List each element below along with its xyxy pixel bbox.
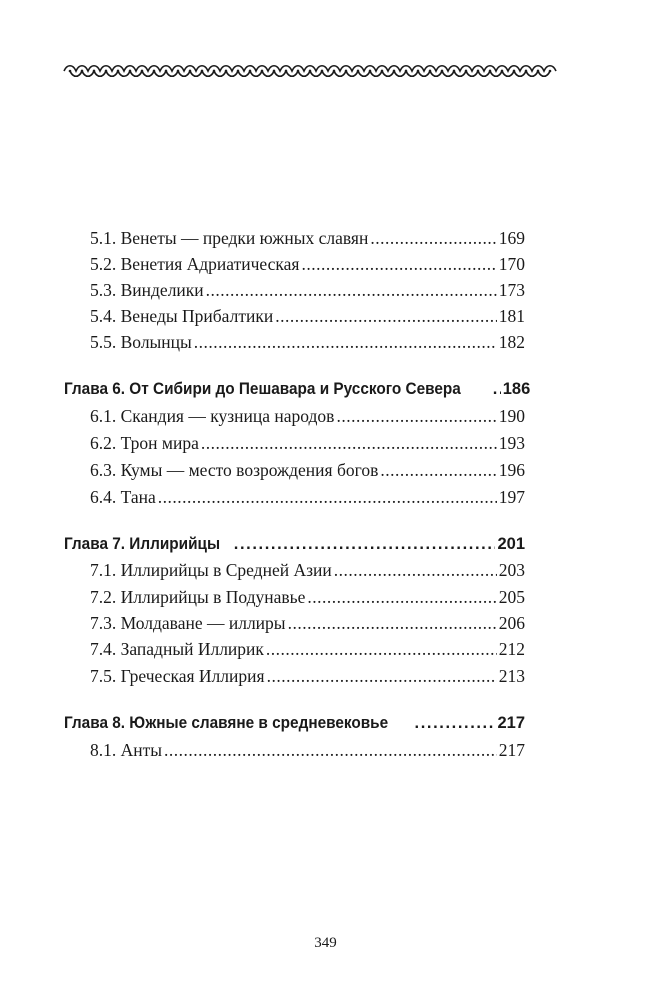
- ornament-dot: [333, 70, 336, 73]
- dot-leader: [288, 612, 497, 634]
- ornament-dot: [225, 70, 228, 73]
- toc-entry-title: 7.4. Западный Иллирик: [90, 639, 264, 659]
- ornament-dot: [357, 70, 360, 73]
- header-ornament: [62, 63, 558, 79]
- toc-entry-title: 6.1. Скандия — кузница народов: [90, 406, 335, 426]
- toc-chapter-7: [64, 533, 525, 555]
- dot-leader: [493, 378, 501, 400]
- toc-entry-5-3: [90, 279, 525, 301]
- dot-leader: [415, 712, 496, 734]
- toc-chapter-6: [64, 378, 531, 400]
- ornament-dot: [549, 70, 552, 73]
- dot-leader: [334, 559, 497, 581]
- page-number: 349: [314, 935, 337, 951]
- toc-entry-page: 212: [498, 639, 525, 659]
- ornament-dot: [261, 70, 264, 73]
- toc-entry-title: 7.1. Иллирийцы в Средней Азии: [90, 560, 332, 580]
- toc-chapter-8: [64, 712, 525, 734]
- dot-leader: [164, 739, 497, 761]
- ornament-dot: [201, 70, 204, 73]
- toc-chapter-page: 201: [497, 535, 525, 553]
- toc-entry-6-2: [90, 432, 525, 454]
- ornament-dot: [477, 70, 480, 73]
- toc-entry-page: 213: [498, 666, 525, 686]
- dot-leader: [380, 459, 496, 481]
- toc-entry-title: 7.3. Молдаване — иллиры: [90, 613, 286, 633]
- toc-entry-page: 196: [498, 460, 525, 480]
- toc-chapter-title: Глава 7. Иллирийцы: [64, 535, 221, 553]
- toc-chapter-title: Глава 8. Южные славяне в средневековье: [64, 714, 389, 732]
- ornament-dot: [105, 70, 108, 73]
- ornament-dot: [273, 70, 276, 73]
- toc-entry-7-4: [90, 638, 525, 660]
- ornament-dot: [501, 70, 504, 73]
- ornament-dot: [69, 70, 72, 73]
- ornament-dot: [297, 70, 300, 73]
- toc-entry-page: 169: [498, 228, 525, 248]
- dot-leader: [307, 586, 496, 608]
- ornament-dot: [153, 70, 156, 73]
- ornament-dot: [537, 70, 540, 73]
- dot-leader: [206, 279, 497, 301]
- toc-entry-6-3: [90, 459, 525, 481]
- toc-entry-7-3: [90, 612, 525, 634]
- ornament-dot: [189, 70, 192, 73]
- dot-leader: [336, 405, 496, 427]
- ornament-dot: [213, 70, 216, 73]
- toc-entry-7-2: [90, 586, 525, 608]
- dot-leader: [370, 227, 496, 249]
- toc-entry-page: 182: [498, 332, 525, 352]
- toc-entry-page: 181: [498, 306, 525, 326]
- ornament-dot: [489, 70, 492, 73]
- toc-chapter-title: Глава 6. От Сибири до Пешавара и Русского Севера: [64, 380, 461, 398]
- ornament-dot: [417, 70, 420, 73]
- toc-entry-page: 193: [498, 433, 525, 453]
- toc-entry-title: 6.2. Трон мира: [90, 433, 199, 453]
- ornament-dot: [309, 70, 312, 73]
- dot-leader: [158, 486, 497, 508]
- toc-entry-7-5: [90, 665, 525, 687]
- toc-entry-title: 6.3. Кумы — место возрождения богов: [90, 460, 379, 480]
- dot-leader: [194, 331, 497, 353]
- ornament-dot: [393, 70, 396, 73]
- toc-entry-page: 170: [498, 254, 525, 274]
- toc-entry-title: 5.2. Венетия Адриатическая: [90, 254, 300, 274]
- ornament-dot: [429, 70, 432, 73]
- ornament-dot: [513, 70, 516, 73]
- toc-entry-title: 5.1. Венеты — предки южных славян: [90, 228, 369, 248]
- ornament-dot: [237, 70, 240, 73]
- toc-entry-8-1: [90, 739, 525, 761]
- toc-entry-title: 6.4. Тана: [90, 487, 156, 507]
- dot-leader: [275, 305, 497, 327]
- ornament-dot: [369, 70, 372, 73]
- toc-entry-5-1: [90, 227, 525, 249]
- dot-leader: [234, 533, 496, 555]
- toc-entry-page: 206: [498, 613, 525, 633]
- ornament-dot: [381, 70, 384, 73]
- toc-entry-page: 190: [498, 406, 525, 426]
- ornament-dot: [129, 70, 132, 73]
- ornament-dot: [525, 70, 528, 73]
- ornament-dot: [81, 70, 84, 73]
- ornament-dot: [117, 70, 120, 73]
- ornament-dot: [453, 70, 456, 73]
- ornament-dot: [441, 70, 444, 73]
- toc-entry-page: 203: [498, 560, 525, 580]
- dot-leader: [266, 638, 497, 660]
- toc-entry-page: 217: [498, 740, 525, 760]
- ornament-dot: [249, 70, 252, 73]
- dot-leader: [267, 665, 497, 687]
- toc-entry-6-1: [90, 405, 525, 427]
- toc-entry-page: 197: [498, 487, 525, 507]
- toc-entry-title: 5.5. Волынцы: [90, 332, 192, 352]
- toc-entry-7-1: [90, 559, 525, 581]
- toc-entry-page: 205: [498, 587, 525, 607]
- toc-entry-5-2: [90, 253, 525, 275]
- toc-chapter-page: 217: [497, 714, 525, 732]
- toc-entry-5-4: [90, 305, 525, 327]
- toc-entry-title: 8.1. Анты: [90, 740, 163, 760]
- toc-entry-page: 173: [498, 280, 525, 300]
- ornament-dot: [465, 70, 468, 73]
- ornament-dot: [285, 70, 288, 73]
- ornament-dot: [321, 70, 324, 73]
- dot-leader: [201, 432, 497, 454]
- toc-chapter-page: 186: [502, 380, 531, 398]
- toc-entry-5-5: [90, 331, 525, 353]
- ornament-dot: [165, 70, 168, 73]
- ornament-dot: [141, 70, 144, 73]
- ornament-dot: [177, 70, 180, 73]
- ornament-dot: [93, 70, 96, 73]
- toc-entry-title: 7.5. Греческая Иллирия: [90, 666, 265, 686]
- toc-entry-title: 5.3. Винделики: [90, 280, 204, 300]
- toc-entry-title: 5.4. Венеды Прибалтики: [90, 306, 274, 326]
- dot-leader: [301, 253, 496, 275]
- toc-entry-title: 7.2. Иллирийцы в Подунавье: [90, 587, 306, 607]
- ornament-dot: [345, 70, 348, 73]
- toc-entry-6-4: [90, 486, 525, 508]
- ornament-dot: [405, 70, 408, 73]
